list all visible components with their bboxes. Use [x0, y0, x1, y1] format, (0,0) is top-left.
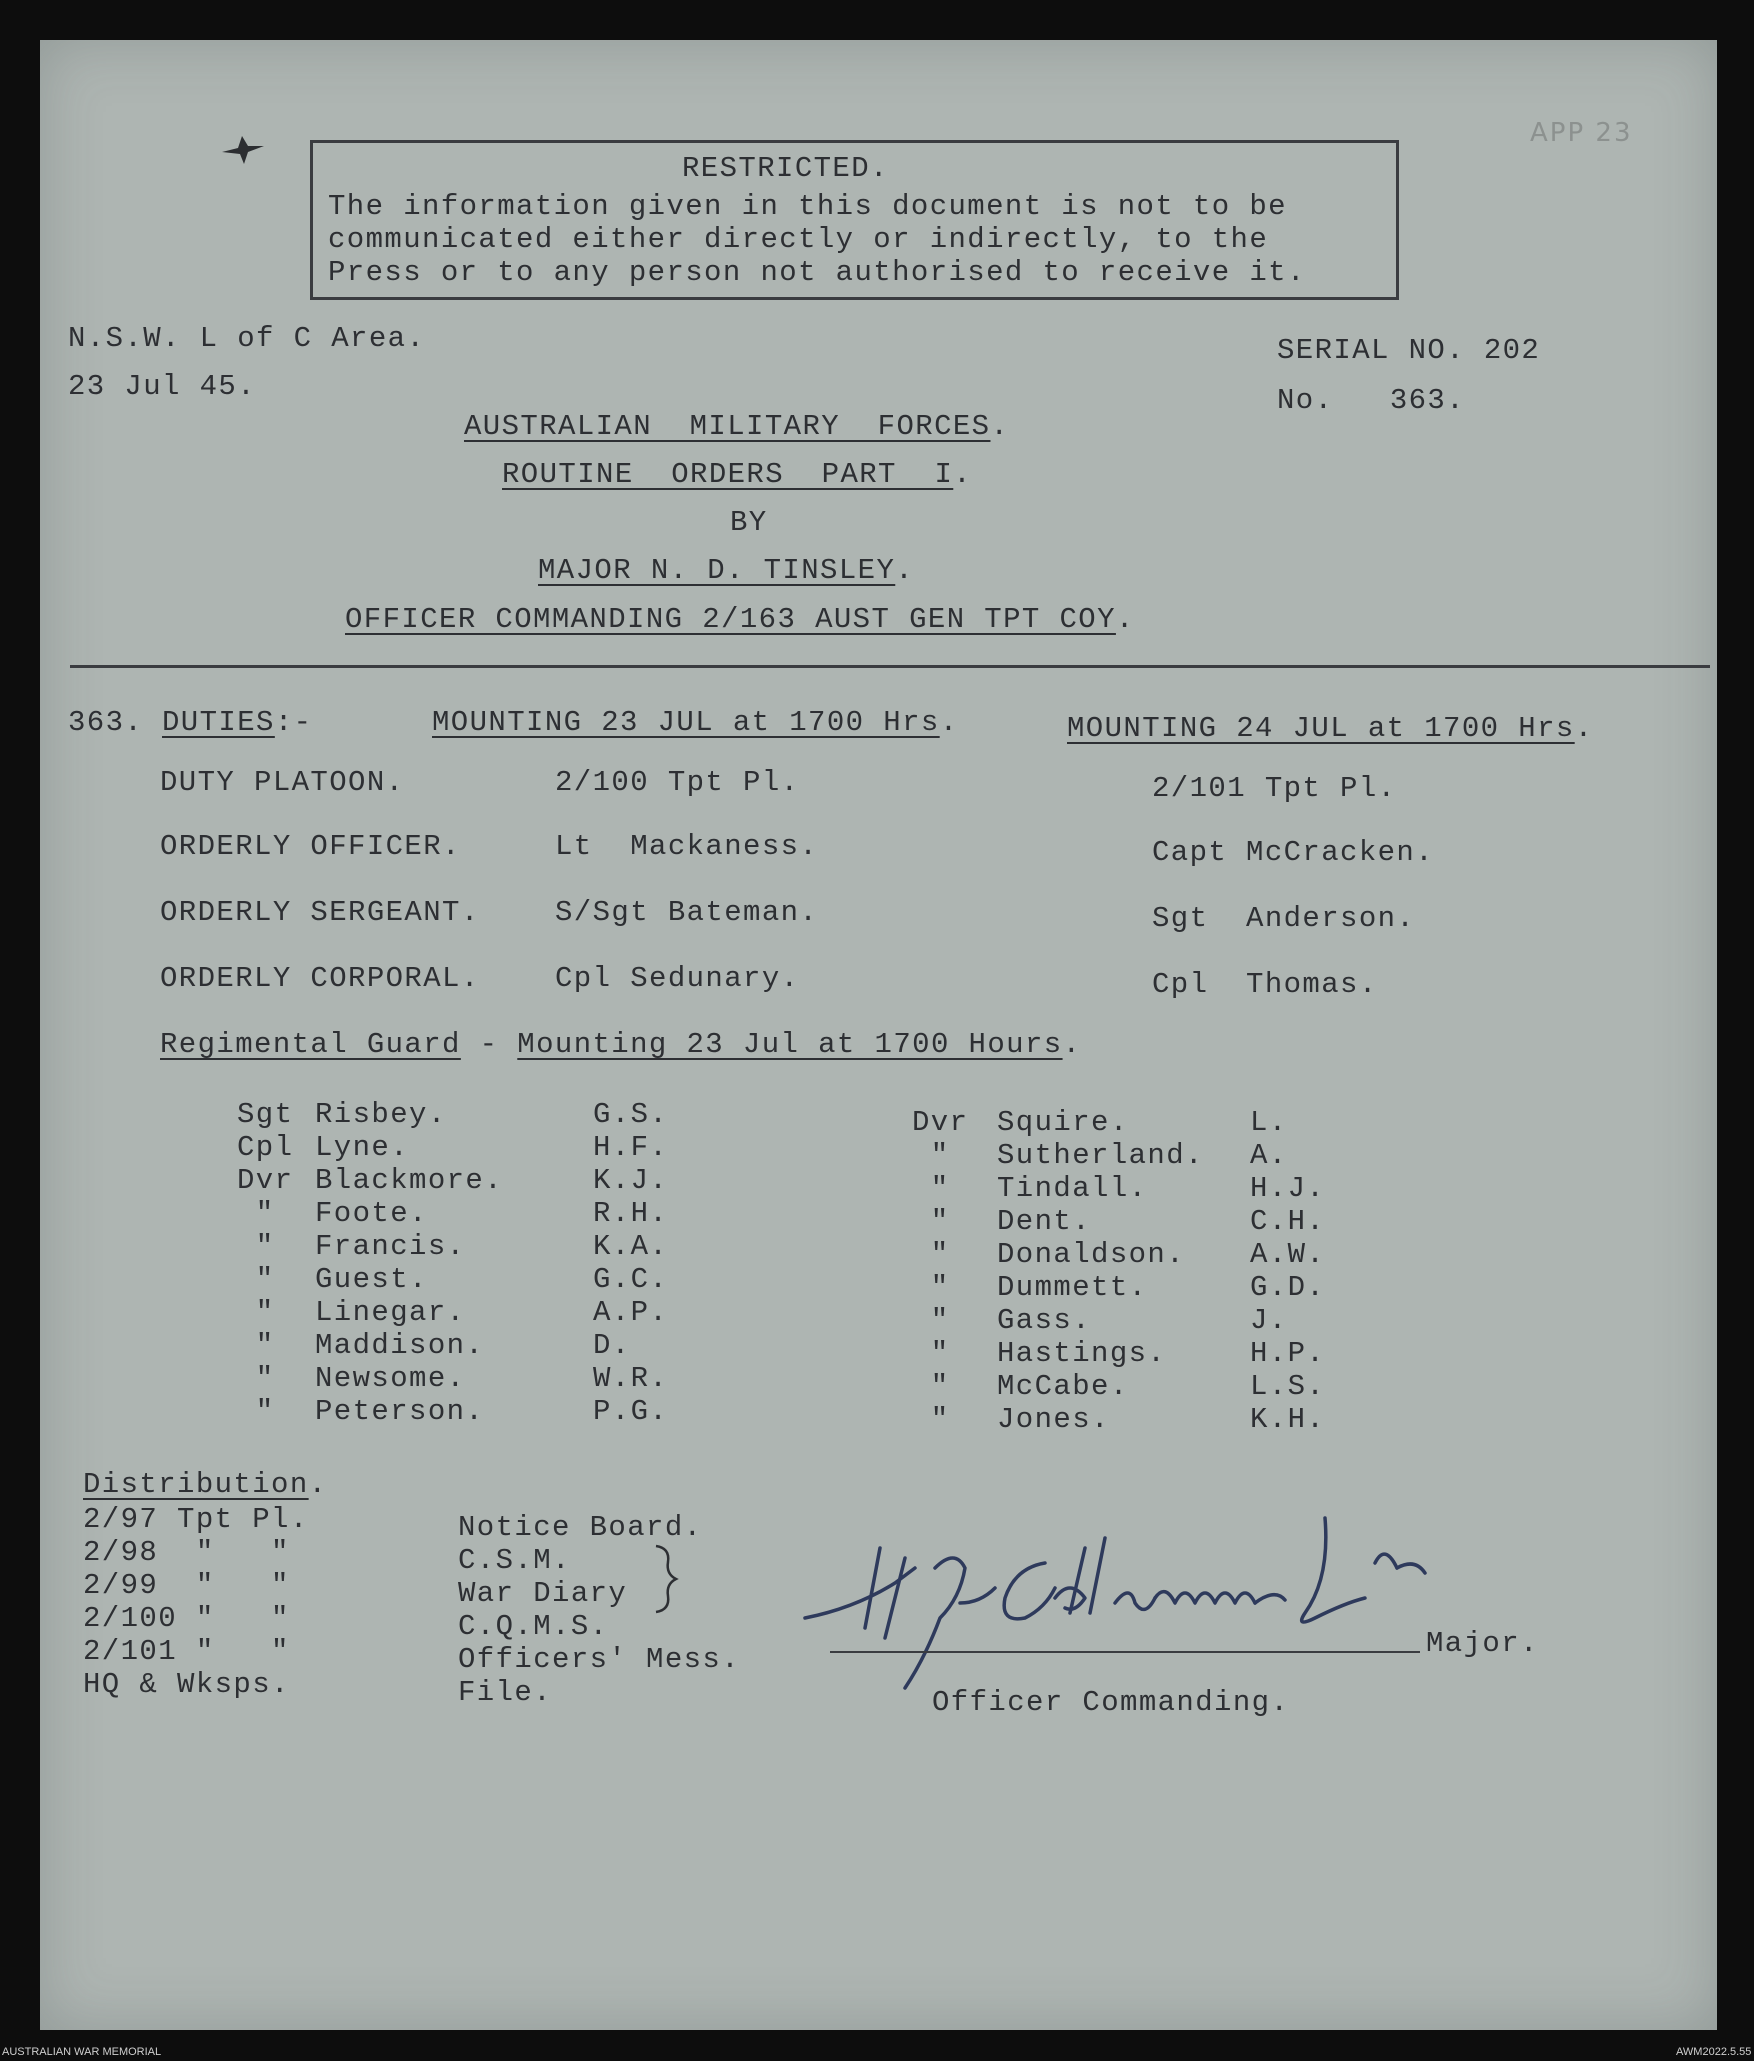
guard-initials: A. — [1250, 1139, 1288, 1172]
restricted-line-2: communicated either directly or indirectly, to the — [328, 223, 1269, 256]
guard-rank: " — [912, 1304, 950, 1337]
guard-rank: " — [912, 1403, 950, 1436]
duty-label: DUTY PLATOON. — [160, 766, 405, 799]
guard-initials: W.R. — [593, 1362, 669, 1395]
guard-initials: K.H. — [1250, 1403, 1326, 1436]
guard-initials: D. — [593, 1329, 631, 1362]
guard-name: Linegar. — [315, 1296, 466, 1329]
guard-name: Lyne. — [315, 1131, 410, 1164]
duty-col2: Sgt Anderson. — [1152, 902, 1416, 935]
restricted-title: RESTRICTED. — [682, 152, 889, 185]
title-line-1: AUSTRALIAN MILITARY FORCES. — [464, 410, 1010, 443]
guard-initials: G.S. — [593, 1098, 669, 1131]
guard-name: McCabe. — [997, 1370, 1129, 1403]
guard-name: Sutherland. — [997, 1139, 1204, 1172]
duty-col1: 2/100 Tpt Pl. — [555, 766, 800, 799]
guard-initials: R.H. — [593, 1197, 669, 1230]
duties-heading: DUTIES:- — [162, 706, 313, 739]
guard-rank: " — [237, 1230, 275, 1263]
guard-rank: Dvr — [912, 1106, 969, 1139]
guard-rank: " — [912, 1172, 950, 1205]
guard-rank: Cpl — [237, 1131, 294, 1164]
title-line-5: OFFICER COMMANDING 2/163 AUST GEN TPT COY. — [345, 603, 1135, 636]
distribution-left-item: 2/101 " " — [83, 1635, 290, 1668]
guard-initials: G.C. — [593, 1263, 669, 1296]
guard-name: Peterson. — [315, 1395, 485, 1428]
guard-initials: J. — [1250, 1304, 1288, 1337]
distribution-right-item: C.S.M. — [458, 1544, 571, 1577]
guard-name: Maddison. — [315, 1329, 485, 1362]
distribution-right-item: Officers' Mess. — [458, 1643, 741, 1676]
guard-initials: H.F. — [593, 1131, 669, 1164]
guard-name: Foote. — [315, 1197, 428, 1230]
origin-area: N.S.W. L of C Area. — [68, 322, 426, 355]
signature-icon — [785, 1488, 1505, 1698]
distribution-left-item: 2/99 " " — [83, 1569, 290, 1602]
guard-name: Risbey. — [315, 1098, 447, 1131]
title-line-2: ROUTINE ORDERS PART I. — [502, 458, 973, 491]
guard-name: Jones. — [997, 1403, 1110, 1436]
guard-name: Donaldson. — [997, 1238, 1186, 1271]
guard-initials: H.J. — [1250, 1172, 1326, 1205]
duty-label: ORDERLY OFFICER. — [160, 830, 461, 863]
guard-rank: Sgt — [237, 1098, 294, 1131]
guard-rank: " — [912, 1271, 950, 1304]
serial-number: SERIAL NO. 202 — [1277, 334, 1541, 367]
origin-date: 23 Jul 45. — [68, 370, 257, 403]
distribution-right-item: Notice Board. — [458, 1511, 703, 1544]
distribution-right-item: File. — [458, 1676, 553, 1709]
signature-line — [830, 1651, 1420, 1653]
guard-heading: Regimental Guard - Mounting 23 Jul at 1700 Hours. — [160, 1028, 1082, 1061]
guard-initials: L.S. — [1250, 1370, 1326, 1403]
title-line-3: BY — [730, 506, 768, 539]
duties-col2-heading: MOUNTING 24 JUL at 1700 Hrs. — [1067, 712, 1594, 745]
guard-rank: " — [237, 1362, 275, 1395]
guard-rank: Dvr — [237, 1164, 294, 1197]
distribution-heading: Distribution. — [83, 1468, 328, 1501]
guard-rank: " — [912, 1337, 950, 1370]
duties-number: 363. — [68, 706, 144, 739]
guard-name: Dummett. — [997, 1271, 1148, 1304]
duty-label: ORDERLY CORPORAL. — [160, 962, 480, 995]
guard-rank: " — [912, 1238, 950, 1271]
duty-label: ORDERLY SERGEANT. — [160, 896, 480, 929]
document-page — [40, 40, 1717, 2030]
pencil-annotation: APP 23 — [1530, 118, 1633, 148]
distribution-left-item: 2/100 " " — [83, 1602, 290, 1635]
guard-rank: " — [237, 1296, 275, 1329]
duty-col2: Capt McCracken. — [1152, 836, 1435, 869]
guard-initials: P.G. — [593, 1395, 669, 1428]
guard-rank: " — [237, 1263, 275, 1296]
duty-col1: S/Sgt Bateman. — [555, 896, 819, 929]
guard-initials: C.H. — [1250, 1205, 1326, 1238]
distribution-left-item: HQ & Wksps. — [83, 1668, 290, 1701]
restricted-line-3: Press or to any person not authorised to receive it. — [328, 256, 1306, 289]
duty-col1: Lt Mackaness. — [555, 830, 819, 863]
guard-name: Tindall. — [997, 1172, 1148, 1205]
guard-name: Francis. — [315, 1230, 466, 1263]
duties-col1-heading: MOUNTING 23 JUL at 1700 Hrs. — [432, 706, 959, 739]
signature-title: Officer Commanding. — [932, 1686, 1290, 1719]
guard-initials: K.A. — [593, 1230, 669, 1263]
guard-rank: " — [912, 1370, 950, 1403]
guard-name: Hastings. — [997, 1337, 1167, 1370]
archive-credit: AUSTRALIAN WAR MEMORIAL — [2, 2046, 162, 2058]
order-number: No. 363. — [1277, 384, 1466, 417]
guard-name: Guest. — [315, 1263, 428, 1296]
title-line-4: MAJOR N. D. TINSLEY. — [538, 554, 915, 587]
staple-mark-icon — [218, 130, 268, 170]
guard-name: Newsome. — [315, 1362, 466, 1395]
guard-initials: L. — [1250, 1106, 1288, 1139]
guard-name: Dent. — [997, 1205, 1092, 1238]
guard-initials: K.J. — [593, 1164, 669, 1197]
duty-col2: 2/101 Tpt Pl. — [1152, 772, 1397, 805]
distribution-right-item: War Diary — [458, 1577, 628, 1610]
distribution-left-item: 2/98 " " — [83, 1536, 290, 1569]
guard-initials: H.P. — [1250, 1337, 1326, 1370]
guard-initials: A.P. — [593, 1296, 669, 1329]
distribution-left-item: 2/97 Tpt Pl. — [83, 1503, 309, 1536]
guard-initials: A.W. — [1250, 1238, 1326, 1271]
guard-initials: G.D. — [1250, 1271, 1326, 1304]
distribution-right-item: C.Q.M.S. — [458, 1610, 609, 1643]
brace-icon — [652, 1544, 682, 1614]
section-divider — [70, 665, 1710, 668]
duty-col2: Cpl Thomas. — [1152, 968, 1378, 1001]
guard-rank: " — [237, 1329, 275, 1362]
guard-rank: " — [912, 1139, 950, 1172]
signature-rank: Major. — [1426, 1627, 1539, 1660]
restricted-line-1: The information given in this document is not to be — [328, 190, 1287, 223]
guard-rank: " — [237, 1395, 275, 1428]
guard-name: Gass. — [997, 1304, 1092, 1337]
guard-rank: " — [237, 1197, 275, 1230]
guard-name: Blackmore. — [315, 1164, 504, 1197]
duty-col1: Cpl Sedunary. — [555, 962, 800, 995]
guard-rank: " — [912, 1205, 950, 1238]
guard-name: Squire. — [997, 1106, 1129, 1139]
archive-reference: AWM2022.5.55 — [1676, 2046, 1752, 2058]
